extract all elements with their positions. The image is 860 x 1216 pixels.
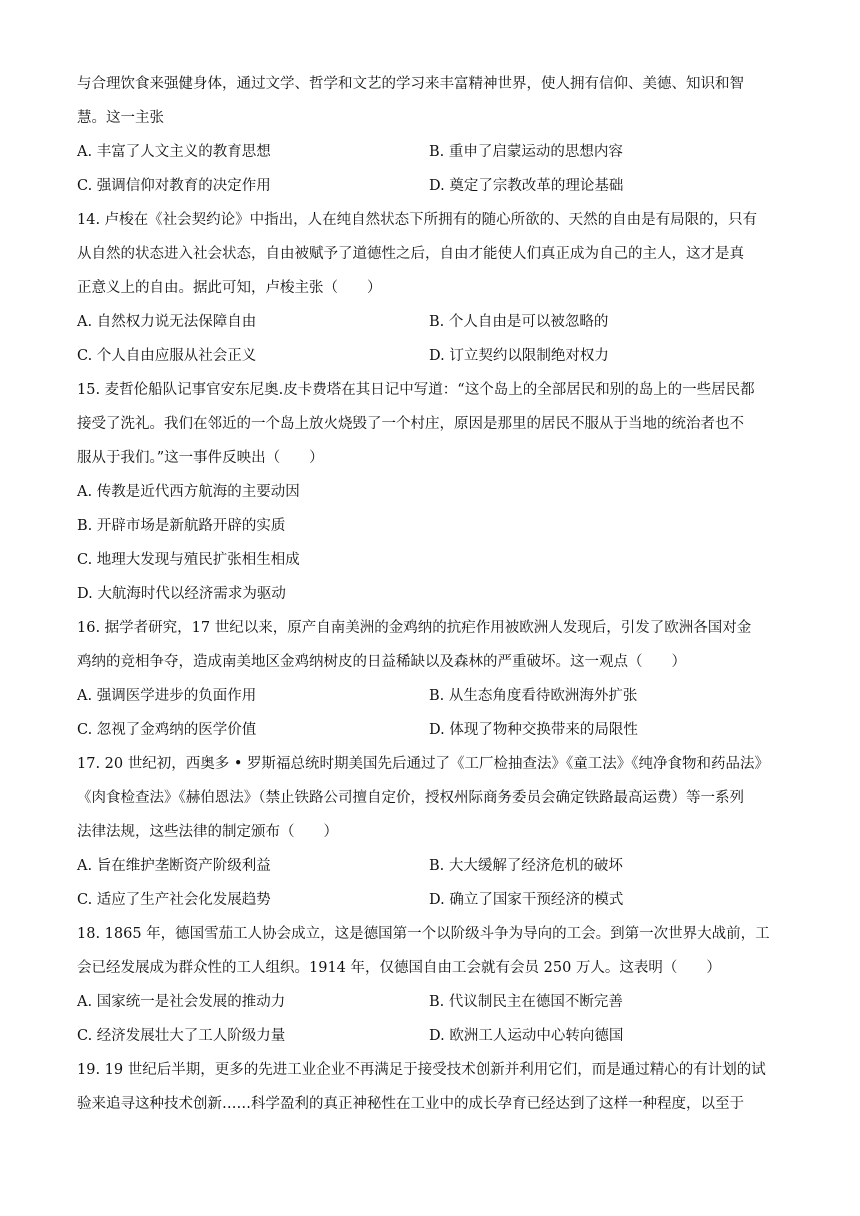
question-19 bbox=[77, 1053, 790, 1121]
option-b[interactable]: B. 个人自由是可以被忽略的 bbox=[429, 314, 609, 330]
options-list bbox=[77, 475, 790, 611]
question-text-line: 19. 19 世纪后半期，更多的先进工业企业不再满足于接受技术创新并利用它们，而是通过精心的有计划的试 bbox=[77, 1062, 766, 1078]
option-d[interactable]: D. 体现了物种交换带来的局限性 bbox=[429, 722, 638, 738]
option-b[interactable]: B. 重申了启蒙运动的思想内容 bbox=[429, 144, 623, 160]
options-row bbox=[77, 679, 790, 713]
option-d[interactable]: D. 欧洲工人运动中心转向德国 bbox=[429, 1028, 624, 1044]
question-text-line: 14. 卢梭在《社会契约论》中指出，人在纯自然状态下所拥有的随心所欲的、天然的自由是有局限的，只有 bbox=[77, 212, 758, 228]
question-14 bbox=[77, 203, 790, 373]
option-d[interactable]: D. 确立了国家干预经济的模式 bbox=[429, 892, 624, 908]
question-text-line: 接受了洗礼。我们在邻近的一个岛上放火烧毁了一个村庄，原因是那里的居民不服从于当地的统治者也不 bbox=[77, 416, 744, 432]
option-c[interactable]: C. 强调信仰对教育的决定作用 bbox=[77, 178, 271, 194]
question-text-line: 慧。这一主张 bbox=[77, 110, 164, 126]
options-row bbox=[77, 985, 790, 1019]
question-text-line: 从自然的状态进入社会状态，自由被赋予了道德性之后，自由才能使人们真正成为自己的主人，这才是真 bbox=[77, 246, 744, 262]
options-row bbox=[77, 849, 790, 883]
options-row bbox=[77, 169, 790, 203]
question-17 bbox=[77, 747, 790, 917]
option-a[interactable]: A. 丰富了人文主义的教育思想 bbox=[77, 144, 271, 160]
question-text-line: 会已经发展成为群众性的工人组织。1914 年，仅德国自由工会就有会员 250 万人。这表明（ ） bbox=[77, 960, 721, 976]
option-a[interactable]: A. 强调医学进步的负面作用 bbox=[77, 688, 257, 704]
option-a[interactable]: A. 国家统一是社会发展的推动力 bbox=[77, 994, 286, 1010]
options-row bbox=[77, 713, 790, 747]
question-text-line: 正意义上的自由。据此可知，卢梭主张（ ） bbox=[77, 280, 382, 296]
question-text-line: 《肉食检查法》《赫伯恩法》（禁止铁路公司擅自定价，授权州际商务委员会确定铁路最高运费）等一系列 bbox=[77, 790, 744, 806]
question-text-line: 17. 20 世纪初，西奥多 • 罗斯福总统时期美国先后通过了《工厂检抽查法》《童工法》《纯净食物和药品法》 bbox=[77, 756, 769, 772]
options-row bbox=[77, 135, 790, 169]
question-text-line: 验来追寻这种技术创新……科学盈利的真正神秘性在工业中的成长孕育已经达到了这样一种程度，以至于 bbox=[77, 1096, 744, 1112]
options-row bbox=[77, 883, 790, 917]
option-c[interactable]: C. 忽视了金鸡纳的医学价值 bbox=[77, 722, 257, 738]
option-c[interactable]: C. 个人自由应服从社会正义 bbox=[77, 348, 257, 364]
question-text-line: 16. 据学者研究，17 世纪以来，原产自南美洲的金鸡纳的抗疟作用被欧洲人发现后，引发了欧洲各国对金 bbox=[77, 620, 752, 636]
option-a[interactable]: A. 自然权力说无法保障自由 bbox=[77, 314, 257, 330]
option-d[interactable]: D. 订立契约以限制绝对权力 bbox=[429, 348, 609, 364]
options-row bbox=[77, 339, 790, 373]
question-text-line: 15. 麦哲伦船队记事官安东尼奥.皮卡费塔在其日记中写道：“这个岛上的全部居民和别的岛上的一些居民都 bbox=[77, 382, 755, 398]
question-text-line: 18. 1865 年，德国雪茄工人协会成立，这是德国第一个以阶级斗争为导向的工会。到第一次世界大战前，工 bbox=[77, 926, 770, 942]
option-d[interactable]: D. 大航海时代以经济需求为驱动 bbox=[77, 586, 286, 602]
option-c[interactable]: C. 经济发展壮大了工人阶级力量 bbox=[77, 1028, 286, 1044]
question-text-line: 鸡纳的竞相争夺，造成南美地区金鸡纳树皮的日益稀缺以及森林的严重破坏。这一观点（ ） bbox=[77, 654, 686, 670]
option-d[interactable]: D. 奠定了宗教改革的理论基础 bbox=[429, 178, 624, 194]
option-b[interactable]: B. 大大缓解了经济危机的破坏 bbox=[429, 858, 623, 874]
question-16 bbox=[77, 611, 790, 747]
option-b[interactable]: B. 代议制民主在德国不断完善 bbox=[429, 994, 623, 1010]
question-text-line: 法律法规，这些法律的制定颁布（ ） bbox=[77, 824, 338, 840]
option-b[interactable]: B. 开辟市场是新航路开辟的实质 bbox=[77, 518, 286, 534]
options-row bbox=[77, 1019, 790, 1053]
question-13-continuation bbox=[77, 67, 790, 203]
option-a[interactable]: A. 传教是近代西方航海的主要动因 bbox=[77, 484, 300, 500]
question-15 bbox=[77, 373, 790, 611]
option-c[interactable]: C. 地理大发现与殖民扩张相生相成 bbox=[77, 552, 300, 568]
option-a[interactable]: A. 旨在维护垄断资产阶级利益 bbox=[77, 858, 271, 874]
question-text-line: 与合理饮食来强健身体，通过文学、哲学和文艺的学习来丰富精神世界，使人拥有信仰、美德、知识和智 bbox=[77, 76, 744, 92]
options-row bbox=[77, 305, 790, 339]
option-c[interactable]: C. 适应了生产社会化发展趋势 bbox=[77, 892, 271, 908]
option-b[interactable]: B. 从生态角度看待欧洲海外扩张 bbox=[429, 688, 638, 704]
question-text-line: 服从于我们。”这一事件反映出（ ） bbox=[77, 450, 324, 466]
question-18 bbox=[77, 917, 790, 1053]
